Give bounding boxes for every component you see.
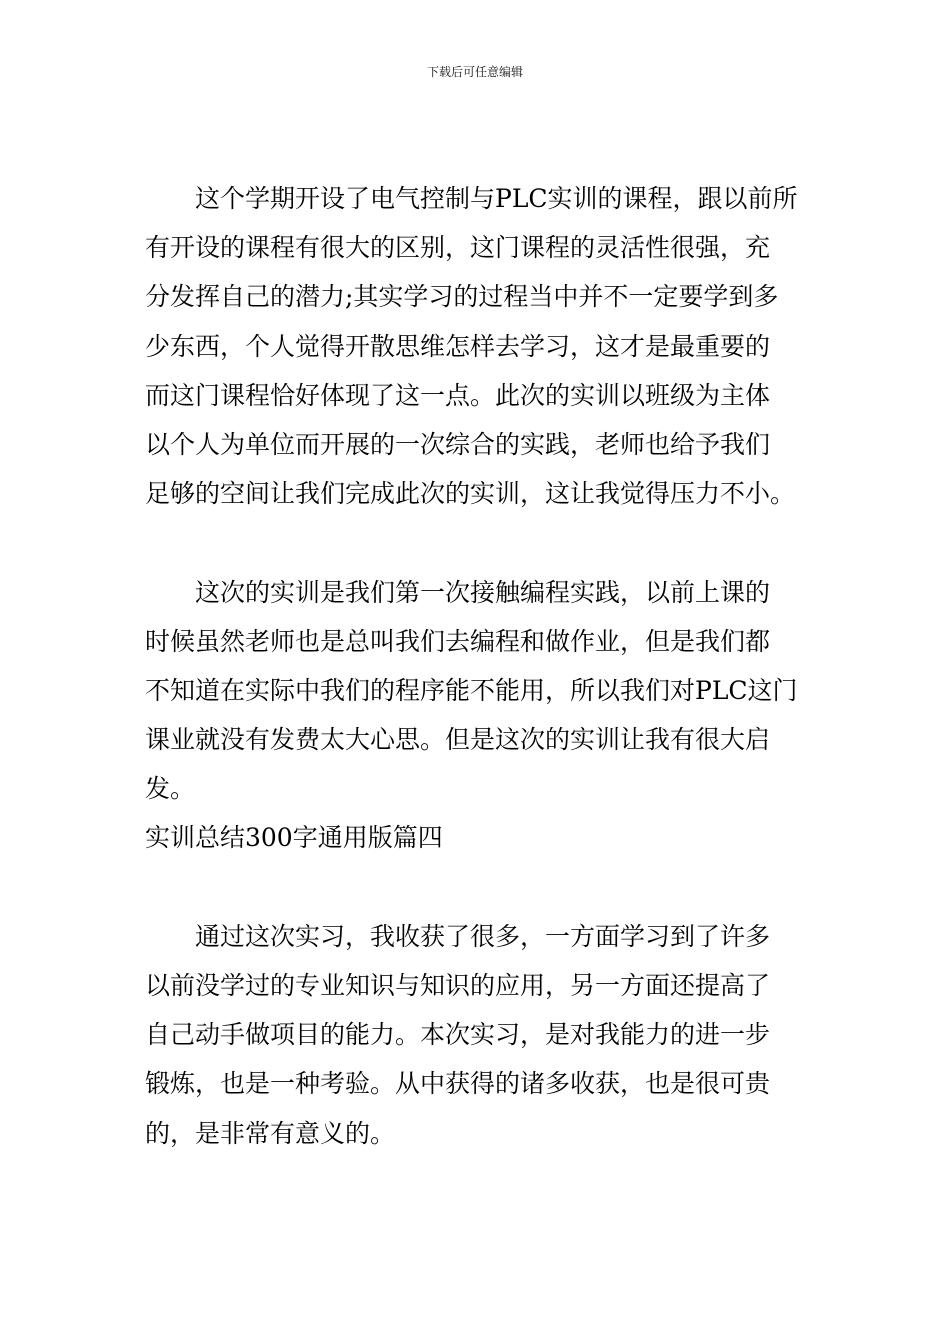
paragraph-line: 时候虽然老师也是总叫我们去编程和做作业，但是我们都 bbox=[145, 626, 771, 656]
paragraph-line: 而这门课程恰好体现了这一点。此次的实训以班级为主体 bbox=[145, 380, 771, 410]
paragraph-line: 以前没学过的专业知识与知识的应用，另一方面还提高了 bbox=[145, 971, 771, 1000]
paragraph-line: 发。 bbox=[145, 774, 196, 804]
paragraph-line: 分发挥自己的潜力;其实学习的过程当中并不一定要学到多 bbox=[145, 282, 779, 312]
paragraph-3 bbox=[145, 912, 807, 1158]
paragraph-line: 自己动手做项目的能力。本次实习，是对我能力的进一步 bbox=[145, 1020, 771, 1050]
paragraph-line: 这个学期开设了电气控制与PLC实训的课程，跟以前所 bbox=[195, 184, 798, 213]
paragraph-line: 的，是非常有意义的。 bbox=[145, 1118, 396, 1148]
section-heading bbox=[145, 813, 807, 862]
paragraph-1 bbox=[145, 174, 807, 518]
paragraph-gap bbox=[145, 863, 807, 912]
document-body bbox=[145, 174, 807, 1158]
paragraph-gap bbox=[145, 518, 807, 567]
paragraph-line: 以个人为单位而开展的一次综合的实践，老师也给予我们 bbox=[145, 429, 771, 459]
section-heading-text: 实训总结300字通用版篇四 bbox=[145, 823, 443, 853]
paragraph-line: 课业就没有发费太大心思。但是这次的实训让我有很大启 bbox=[145, 725, 771, 755]
paragraph-line: 这次的实训是我们第一次接触编程实践，以前上课的 bbox=[195, 577, 771, 607]
paragraph-2 bbox=[145, 568, 807, 814]
paragraph-line: 锻炼，也是一种考验。从中获得的诸多收获，也是很可贵 bbox=[145, 1069, 771, 1099]
paragraph-line: 足够的空间让我们完成此次的实训，这让我觉得压力不小。 bbox=[145, 479, 796, 509]
paragraph-line: 有开设的课程有很大的区别，这门课程的灵活性很强，充 bbox=[145, 233, 771, 263]
paragraph-line: 不知道在实际中我们的程序能不能用，所以我们对PLC这门 bbox=[145, 675, 798, 705]
header-note: 下载后可任意编辑 bbox=[426, 65, 523, 79]
paragraph-line: 少东西，个人觉得开散思维怎样去学习，这才是最重要的 bbox=[145, 331, 771, 361]
paragraph-line: 通过这次实习，我收获了很多，一方面学习到了许多 bbox=[195, 921, 771, 951]
